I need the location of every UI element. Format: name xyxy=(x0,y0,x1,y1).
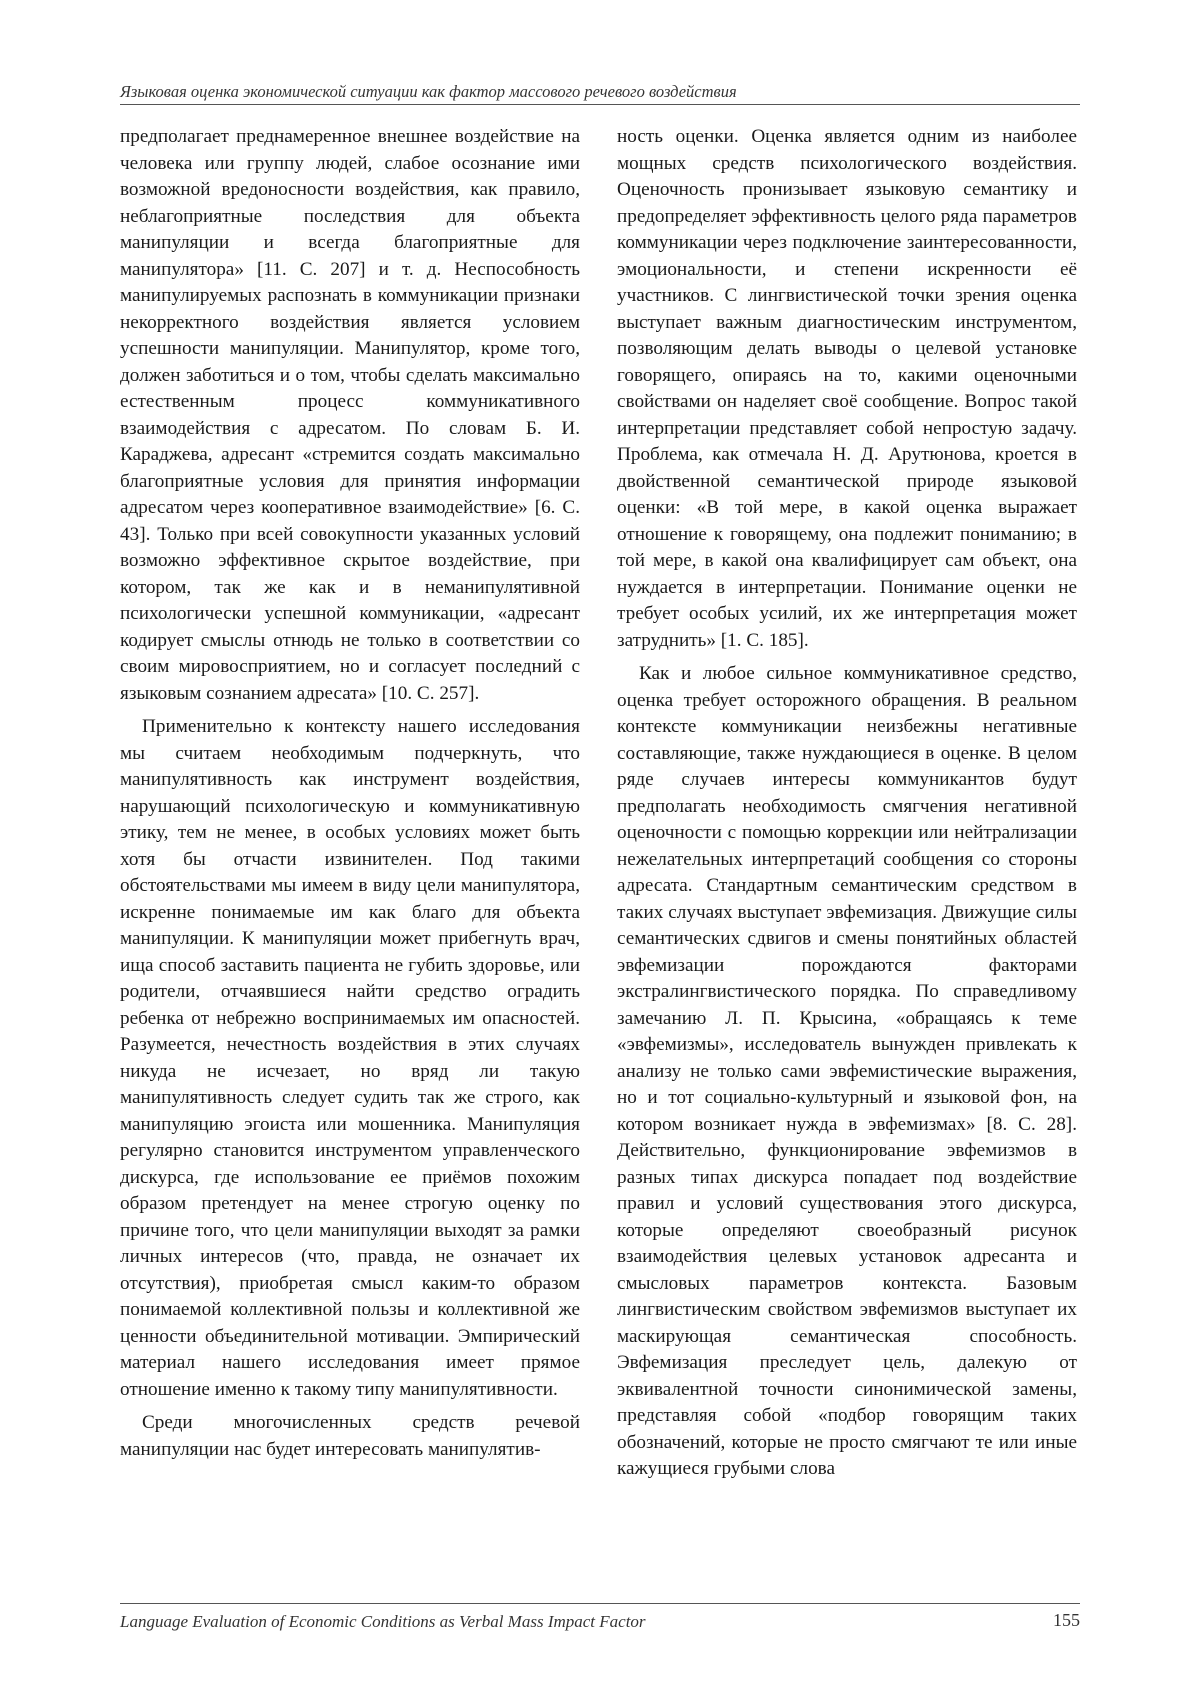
page-number: 155 xyxy=(1053,1610,1080,1630)
footer-rule xyxy=(120,1603,1080,1604)
paragraph: Среди многочисленных средств речевой манипуляции нас будет интересовать манипулятив- xyxy=(120,1412,580,1460)
paragraph: предполагает преднамеренное внешнее воздействие на человека или группу людей, слабое осознание ими возможной вредоносности воздействия, как правило, неблагоприятные последствия для объекта манипуляции и всегда благоприятные для манипулятора» [11. С. 207] и т. д. Неспособность манипулируемых распознать в коммуникации признаки некорректного воздействия является условием успешности манипуляции. Манипулятор, кроме того, должен заботиться и о том, чтобы сделать максимально естественным процесс коммуникативного взаимодействия с адресатом. По словам Б. И. Караджева, адресант «стремится создать максимально благоприятные условия для принятия информации адресатом через кооперативное взаимодействие» [6. С. 43]. Только при всей совокупности указанных условий возможно эффективное скрытое воздействие, при котором, так же как и в неманипулятивной психологически успешной коммуникации, «адресант кодирует смыслы отнюдь не только в соответствии со своим мировосприятием, но и согласует последний с языковым сознанием адресата» [10. С. 257]. xyxy=(120,126,580,704)
paragraph: Применительно к контексту нашего исследования мы считаем необходимым подчеркнуть, что манипулятивность как инструмент воздействия, нарушающий психологическую и коммуникативную этику, тем не менее, в особых условиях может быть хотя бы отчасти извинителен. Под такими обстоятельствами мы имеем в виду цели манипулятора, искренне понимаемые им как благо для объекта манипуляции. К манипуляции может прибегнуть врач, ища способ заставить пациента не губить здоровье, или родители, отчаявшиеся найти средство оградить ребенка от небрежно воспринимаемых им опасностей. Разумеется, нечестность воздействия в этих случаях никуда не исчезает, но вряд ли такую манипулятивность следует судить так же строго, как манипуляцию эгоиста или мошенника. Манипуляция регулярно становится инструментом управленческого дискурса, где использование ее приёмов похожим образом претендует на менее строгую оценку по причине того, что цели манипуляции выходят за рамки личных интересов (что, правда, не означает их отсутствия), приобретая смысл каким-то образом понимаемой коллективной пользы и коллективной же ценности объединительной мотивации. Эмпирический материал нашего исследования имеет прямое отношение именно к такому типу манипулятивности. xyxy=(120,716,580,1400)
running-title: Языковая оценка экономической ситуации как фактор массового речевого воздействия xyxy=(120,82,737,101)
footer-english-title: Language Evaluation of Economic Conditions as Verbal Mass Impact Factor xyxy=(120,1612,646,1631)
paragraph: Как и любое сильное коммуникативное средство, оценка требует осторожного обращения. В реальном контексте коммуникации неизбежны негативные составляющие, также нуждающиеся в оценке. В целом ряде случаев интересы коммуникантов будут предполагать необходимость смягчения негативной оценочности с помощью коррекции или нейтрализации нежелательных интерпретаций сообщения со стороны адресата. Стандартным семантическим средством в таких случаях выступает эвфемизация. Движущие силы семантических сдвигов и смены понятийных областей эвфемизации порождаются факторами экстралингвистического порядка. По справедливому замечанию Л. П. Крысина, «обращаясь к теме «эвфемизмы», исследователь вынужден привлекать к анализу не только сами эвфемистические выражения, но и тот социально-культурный и языковой фон, на котором возникает нужда в эвфемизмах» [8. С. 28]. Действительно, функционирование эвфемизмов в разных типах дискурса попадает под воздействие правил и условий существования этого дискурса, которые определяют своеобразный рисунок взаимодействия целевых установок адресанта и смысловых параметров контекста. Базовым лингвистическим свойством эвфемизмов выступает их маскирующая семантическая способность. Эвфемизация преследует цель, далекую от эквивалентной точности синонимической замены, представляя собой «подбор говорящим таких обозначений, которые не просто смягчают те или иные кажущиеся грубыми слова xyxy=(617,663,1077,1479)
right-column xyxy=(617,124,1077,1490)
header-rule xyxy=(120,104,1080,105)
left-column xyxy=(120,124,580,1470)
paragraph: ность оценки. Оценка является одним из наиболее мощных средств психологического воздействия. Оценочность пронизывает языковую семантику и предопределяет эффективность целого ряда параметров коммуникации через подключение заинтересованности, эмоциональности, и степени искренности её участников. С лингвистической точки зрения оценка выступает важным диагностическим инструментом, позволяющим делать выводы о целевой установке говорящего, опираясь на то, какими оценочными свойствами он наделяет своё сообщение. Вопрос такой интерпретации представляет собой непростую задачу. Проблема, как отмечала Н. Д. Арутюнова, кроется в двойственной семантической природе языковой оценки: «В той мере, в какой оценка выражает отношение к говорящему, она подлежит пониманию; в той мере, в какой она квалифицирует сам объект, она нуждается в интерпретации. Понимание оценки не требует особых усилий, их же интерпретация может затруднить» [1. С. 185]. xyxy=(617,126,1077,651)
